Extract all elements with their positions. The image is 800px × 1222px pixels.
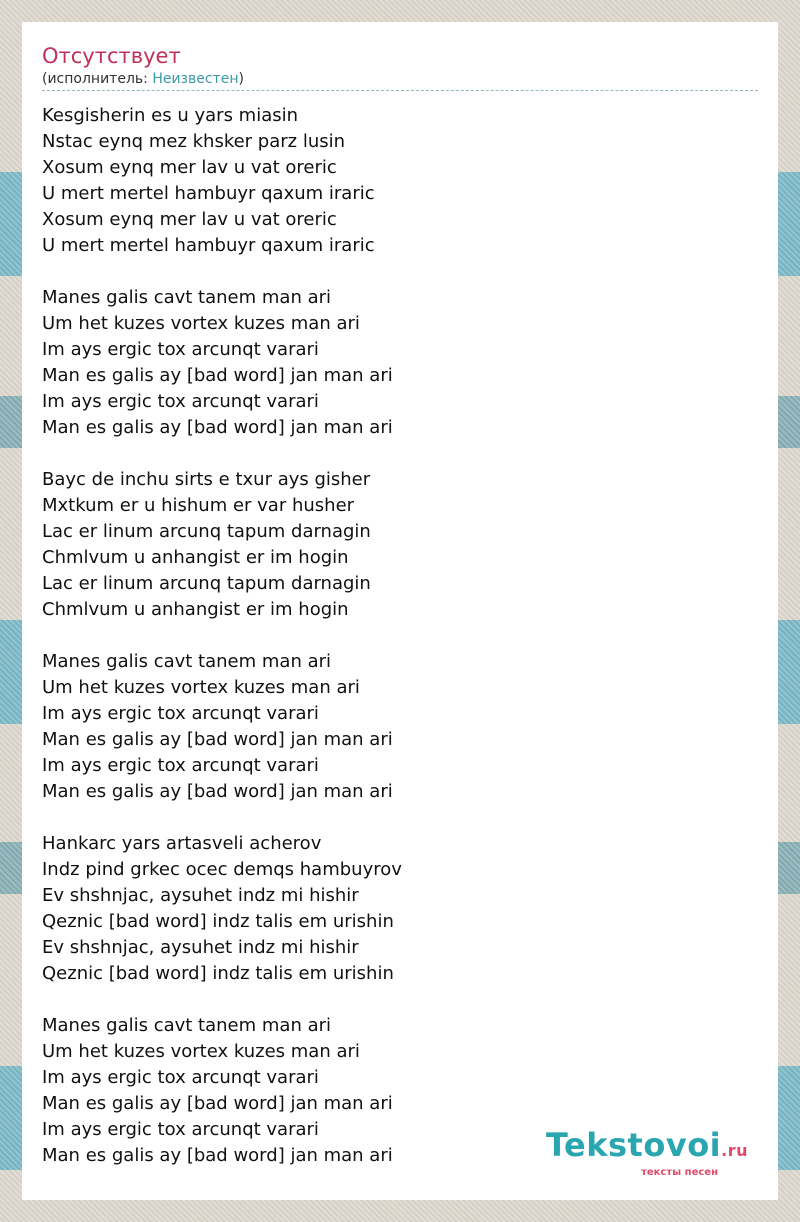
lyrics-line: Um het kuzes vortex kuzes man ari [42, 313, 360, 334]
lyrics-line: Man es galis ay [bad word] jan man ari [42, 365, 393, 386]
artist-prefix: (исполнитель: [42, 71, 153, 87]
lyrics-line: Ev shshnjac, aysuhet indz mi hishir [42, 885, 359, 906]
artist-suffix: ) [238, 71, 244, 87]
lyrics-line: Qeznic [bad word] indz talis em urishin [42, 911, 394, 932]
artist-line [42, 70, 758, 91]
lyrics-line: Man es galis ay [bad word] jan man ari [42, 417, 393, 438]
lyrics-line: Manes galis cavt tanem man ari [42, 1015, 332, 1036]
lyrics-card [22, 22, 778, 1200]
lyrics-line: Man es galis ay [bad word] jan man ari [42, 729, 393, 750]
lyrics-line: Man es galis ay [bad word] jan man ari [42, 1093, 393, 1114]
lyrics-line: Xosum eynq mer lav u vat oreric [42, 209, 337, 230]
artist-link[interactable]: Неизвестен [152, 71, 239, 87]
lyrics-line: Kesgisherin es u yars miasin [42, 105, 299, 126]
lyrics-line: Mxtkum er u hishum er var husher [42, 495, 355, 516]
lyrics-line: Ev shshnjac, aysuhet indz mi hishir [42, 937, 359, 958]
lyrics-line: Nstac eynq mez khsker parz lusin [42, 131, 346, 152]
lyrics-text [42, 103, 758, 1169]
logo-wordmark [546, 1128, 748, 1168]
lyrics-line: Hankarc yars artasveli acherov [42, 833, 322, 854]
logo-tagline: тексты песен [641, 1167, 718, 1178]
lyrics-line: U mert mertel hambuyr qaxum iraric [42, 235, 375, 256]
lyrics-stanza [42, 831, 758, 987]
lyrics-line: Chmlvum u anhangist er im hogin [42, 599, 349, 620]
lyrics-line: Chmlvum u anhangist er im hogin [42, 547, 349, 568]
lyrics-line: Im ays ergic tox arcunqt varari [42, 339, 319, 360]
lyrics-line: Man es galis ay [bad word] jan man ari [42, 781, 393, 802]
lyrics-line: Im ays ergic tox arcunqt varari [42, 755, 319, 776]
lyrics-stanza [42, 467, 758, 623]
logo-name: Tekstovoi [545, 1126, 722, 1164]
song-title: Отсутствует [42, 44, 181, 68]
logo-tld: .ru [721, 1141, 748, 1160]
lyrics-line: Um het kuzes vortex kuzes man ari [42, 1041, 360, 1062]
lyrics-line: Manes galis cavt tanem man ari [42, 651, 332, 672]
lyrics-line: Xosum eynq mer lav u vat oreric [42, 157, 337, 178]
site-logo[interactable] [546, 1128, 748, 1178]
lyrics-line: Bayc de inchu sirts e txur ays gisher [42, 469, 371, 490]
lyrics-line: Lac er linum arcunq tapum darnagin [42, 573, 371, 594]
lyrics-line: Qeznic [bad word] indz talis em urishin [42, 963, 394, 984]
lyrics-stanza [42, 103, 758, 259]
lyrics-line: Lac er linum arcunq tapum darnagin [42, 521, 371, 542]
lyrics-line: U mert mertel hambuyr qaxum iraric [42, 183, 375, 204]
lyrics-line: Man es galis ay [bad word] jan man ari [42, 1145, 393, 1166]
lyrics-line: Um het kuzes vortex kuzes man ari [42, 677, 360, 698]
lyrics-line: Im ays ergic tox arcunqt varari [42, 1119, 319, 1140]
lyrics-line: Indz pind grkec ocec demqs hambuyrov [42, 859, 402, 880]
lyrics-stanza [42, 285, 758, 441]
lyrics-line: Manes galis cavt tanem man ari [42, 287, 332, 308]
lyrics-line: Im ays ergic tox arcunqt varari [42, 391, 319, 412]
lyrics-line: Im ays ergic tox arcunqt varari [42, 1067, 319, 1088]
lyrics-line: Im ays ergic tox arcunqt varari [42, 703, 319, 724]
lyrics-stanza [42, 649, 758, 805]
